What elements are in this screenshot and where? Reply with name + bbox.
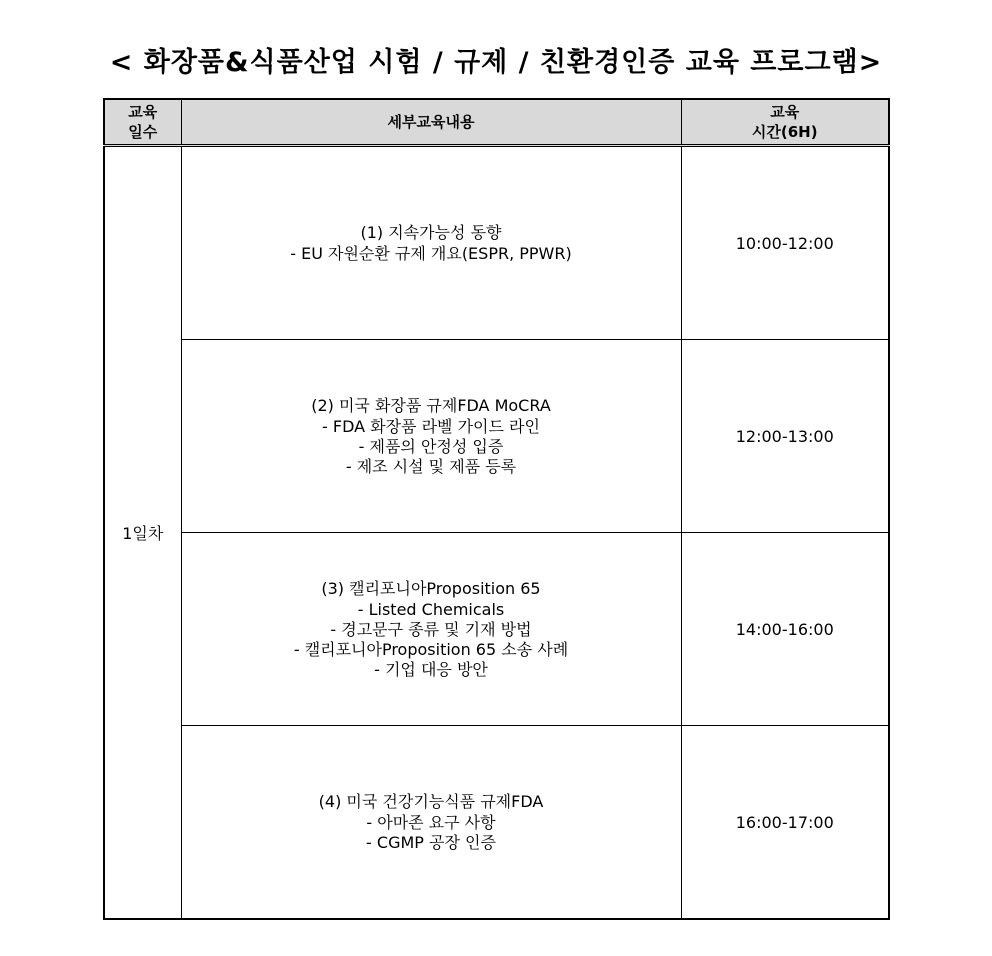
header-days-line2: 일수 (128, 123, 158, 141)
session-time: 16:00-17:00 (735, 812, 834, 832)
table-header-row (104, 99, 889, 146)
session-title: (3) 캘리포니아Proposition 65 (321, 578, 541, 598)
session-content-cell (181, 340, 681, 533)
session-item: - 경고문구 종류 및 기재 방법 (330, 619, 532, 639)
session-title: (2) 미국 화장품 규제FDA MoCRA (311, 395, 551, 415)
session-title: (4) 미국 건강기능식품 규제FDA (318, 791, 544, 811)
session-content-cell (181, 533, 681, 726)
page-title: < 화장품&식품산업 시험 / 규제 / 친환경인증 교육 프로그램> (109, 47, 883, 78)
table-row (104, 533, 889, 726)
session-time-cell (681, 340, 889, 533)
session-item: - 제품의 안정성 입증 (358, 436, 504, 456)
header-time-line2: 시간(6H) (751, 123, 818, 141)
session-item: - FDA 화장품 라벨 가이드 라인 (322, 416, 540, 436)
table-row (104, 146, 889, 340)
session-content-cell (181, 726, 681, 920)
session-time: 10:00-12:00 (735, 233, 834, 253)
session-title: (1) 지속가능성 동향 (360, 222, 502, 242)
session-time-cell (681, 726, 889, 920)
day-cell (104, 146, 181, 920)
session-item: - 아마존 요구 사항 (366, 812, 496, 832)
session-content-cell (181, 146, 681, 340)
session-item: - EU 자원순환 규제 개요(ESPR, PPWR) (290, 243, 572, 263)
table-row (104, 726, 889, 920)
session-item: - 제조 시설 및 제품 등록 (345, 456, 517, 476)
session-time: 14:00-16:00 (735, 619, 834, 639)
session-item: - 기업 대응 방안 (374, 659, 488, 679)
session-item: - 캘리포니아Proposition 65 소송 사례 (293, 639, 569, 659)
header-time-line1: 교육 (770, 103, 800, 121)
table-row (104, 340, 889, 533)
session-time: 12:00-13:00 (735, 426, 834, 446)
header-education-time (681, 99, 889, 146)
session-item: - CGMP 공장 인증 (366, 832, 496, 852)
day-label: 1일차 (122, 524, 164, 543)
header-detail-content (181, 99, 681, 146)
header-education-days (104, 99, 181, 146)
session-item: - Listed Chemicals (357, 599, 505, 619)
header-days-line1: 교육 (128, 103, 158, 121)
session-time-cell (681, 146, 889, 340)
session-time-cell (681, 533, 889, 726)
header-content-label: 세부교육내용 (387, 113, 475, 131)
education-schedule-table (103, 98, 890, 920)
